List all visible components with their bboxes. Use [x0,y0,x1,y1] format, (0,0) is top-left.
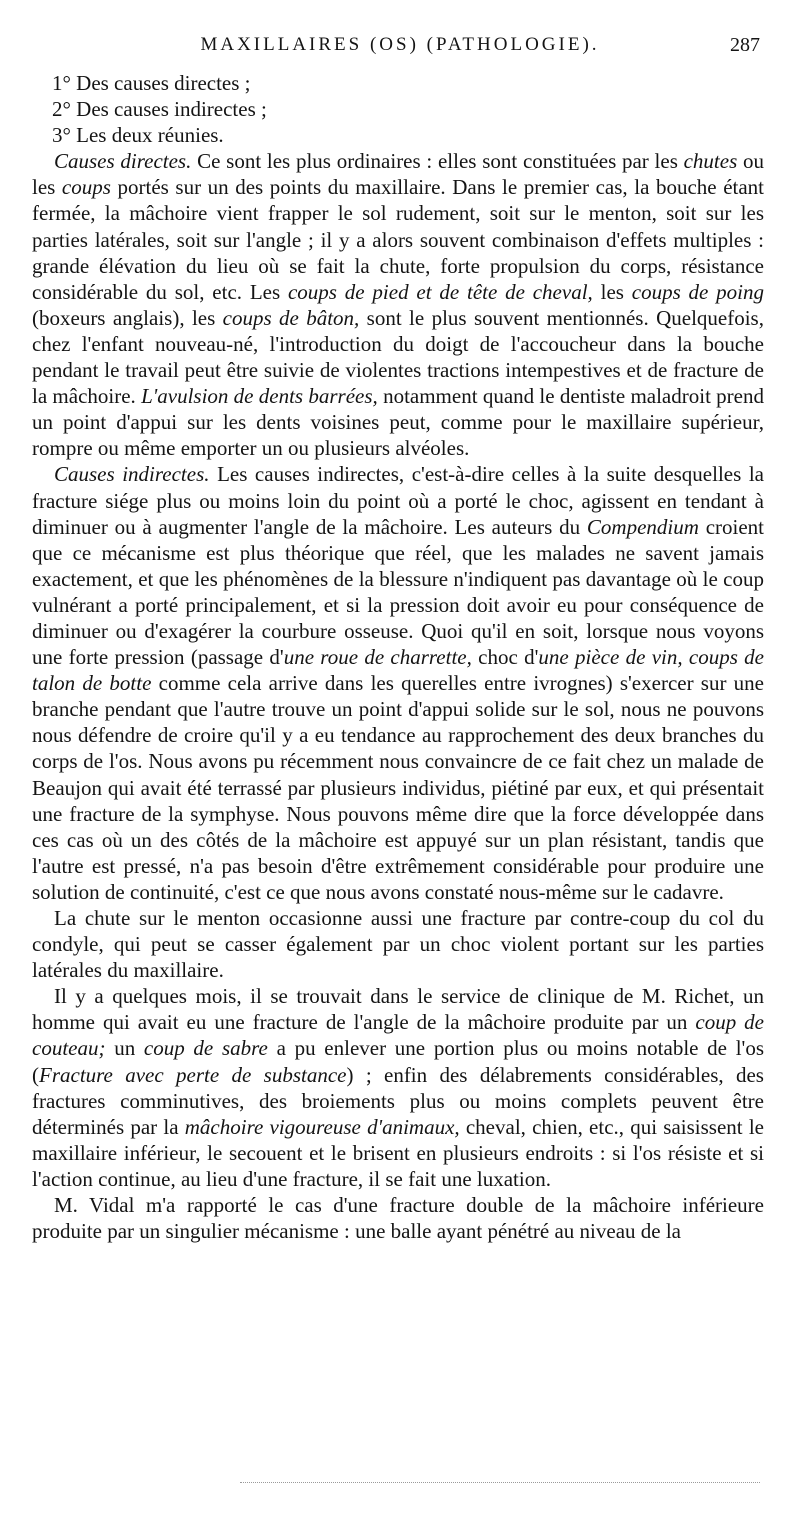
italic-run: coup de sabre [143,1036,268,1061]
paragraph-richet-case [32,983,764,1192]
text-run: croient que ce mécanisme est plus théorique que réel, que les malades ne savent jamais exactement, et que les phénomènes de la blessure n'indiquent pas davantage où le coup vulnérant a porté principalement, et si la pression doit avoir eu pour conséquence de diminuer ou d'exagérer la courbure osseuse. Quoi qu'il en soit, lorsque nous voyons une forte pression (passage d' [32,514,765,670]
paragraph-condyle: La chute sur le menton occasionne aussi une fracture par contre-coup du col du condyle, qui peut se casser également par un choc violent portant sur les parties latérales du maxillaire. [32,906,764,983]
section-lead: Causes indirectes. [54,462,210,487]
italic-run: coups de poing [631,279,765,304]
italic-run: coups [61,175,111,200]
running-head: MAXILLAIRES (OS) (PATHOLOGIE). [200,34,600,55]
text-run: comme cela arrive dans les querelles entre ivrognes) s'exercer sur une branche pendant que l'autre trouve un point d'appui solide sur le sol, nous ne pouvons nous défendre de croire qu'il y a eu tendance au rapprochement des deux branches du corps de l'os. Nous avons pu récemment nous convaincre de ce fait chez un malade de Beaujon qui avait été terrassé par plusieurs individus, piétiné par eux, et qui présentait une fracture de la symphyse. Nous pouvons même dire que la force développée dans ces cas où un des côtés de la mâchoire est appuyé sur un plan résistant, tandis que l'autre est pressé, n'a pas besoin d'être extrêmement considérable pour produire une solution de continuité, c'est ce que nous avons constaté nous-même sur le cadavre. [32,671,764,904]
list-item: 2° Des causes indirectes ; [52,97,267,122]
italic-run: coup de couteau; [32,1010,764,1061]
italic-run: une pièce de vin, coups de talon de botte [32,645,764,696]
page-number: 287 [730,34,760,56]
italic-run: L'avulsion de dents barrées, [141,384,378,409]
text-run: portés sur un des points du maxillaire. Dans le premier cas, la bouche étant fermée, la mâchoire vient frapper le sol rudement, soit sur le menton, soit sur les parties latérales, soit sur l'angle ; il y a alors souvent combinaison d'effets multiples : grande élévation du lieu où se fait la chute, forte propulsion du corps, résistance considérable du sol, etc. Les [32,175,765,304]
text-run: Il y a quelques mois, il se trouvait dans le service de clinique de M. Richet, un homme qui avait eu une fracture de l'angle de la mâchoire produite par un [32,984,764,1035]
text-run: a pu enlever une portion plus ou moins notable de l'os ( [32,1036,765,1087]
paragraph-direct-causes [32,148,764,461]
paragraph-vidal-case: M. Vidal m'a rapporté le cas d'une fracture double de la mâchoire inférieure produite par un singulier mécanisme : une balle ayant pénétré au niveau de la [32,1193,764,1244]
text-run: notamment quand le dentiste maladroit prend un point d'appui sur les dents voisines peut, comme pour le maxillaire supérieur, rompre ou même emporter un ou plusieurs alvéoles. [32,384,765,461]
italic-run: Compendium [586,514,699,539]
italic-run: coups de bâton, [222,305,360,330]
list-item: 3° Les deux réunies. [52,123,224,148]
text-run: les [592,279,632,304]
text-run: sont le plus souvent mentionnés. Quelquefois, chez l'enfant nouveau-né, l'introduction du doigt de l'accoucheur dans la bouche pendant le travail peut être suivie de violentes tractions intempestives et de fracture de la mâchoire. [32,305,764,409]
body-text [32,70,764,1244]
text-run: cheval, chien, etc., qui saisissent le maxillaire inférieur, le secouent et le brisent en plusieurs endroits : si l'os résiste et si l'action continue, au lieu d'une fracture, il se fait une luxation. [32,1114,764,1191]
italic-run: coups de pied et de tête de cheval, [287,279,593,304]
text-run: ) ; enfin des délabrements considérables, des fractures comminutives, des broiements plus ou moins complets peuvent être déterminés par la [32,1062,764,1139]
italic-run: mâchoire vigoureuse d'animaux, [184,1114,460,1139]
text-run: ou les [32,149,765,200]
text-run: choc d' [471,645,539,670]
text-run: Ce sont les plus ordinaires : elles sont constituées par les [191,149,684,174]
page-header [0,34,800,60]
list-item: 1° Des causes directes ; [52,71,251,95]
italic-run: Fracture avec perte de substance [39,1062,347,1087]
text-run: un [105,1036,144,1061]
bleed-through-rule [240,1482,760,1483]
italic-run: chutes [683,149,738,174]
italic-run: une roue de charrette, [283,645,472,670]
section-lead: Causes directes. [54,149,192,174]
text-run: Les causes indirectes, c'est-à-dire celles à la suite desquelles la fracture siége plus ou moins loin du point où a porté le choc, agissent en tendant à diminuer ou à augmenter l'angle de la mâchoire. Les auteurs du [32,462,764,539]
text-run: (boxeurs anglais), les [32,305,223,330]
paragraph-indirect-causes [32,461,764,905]
